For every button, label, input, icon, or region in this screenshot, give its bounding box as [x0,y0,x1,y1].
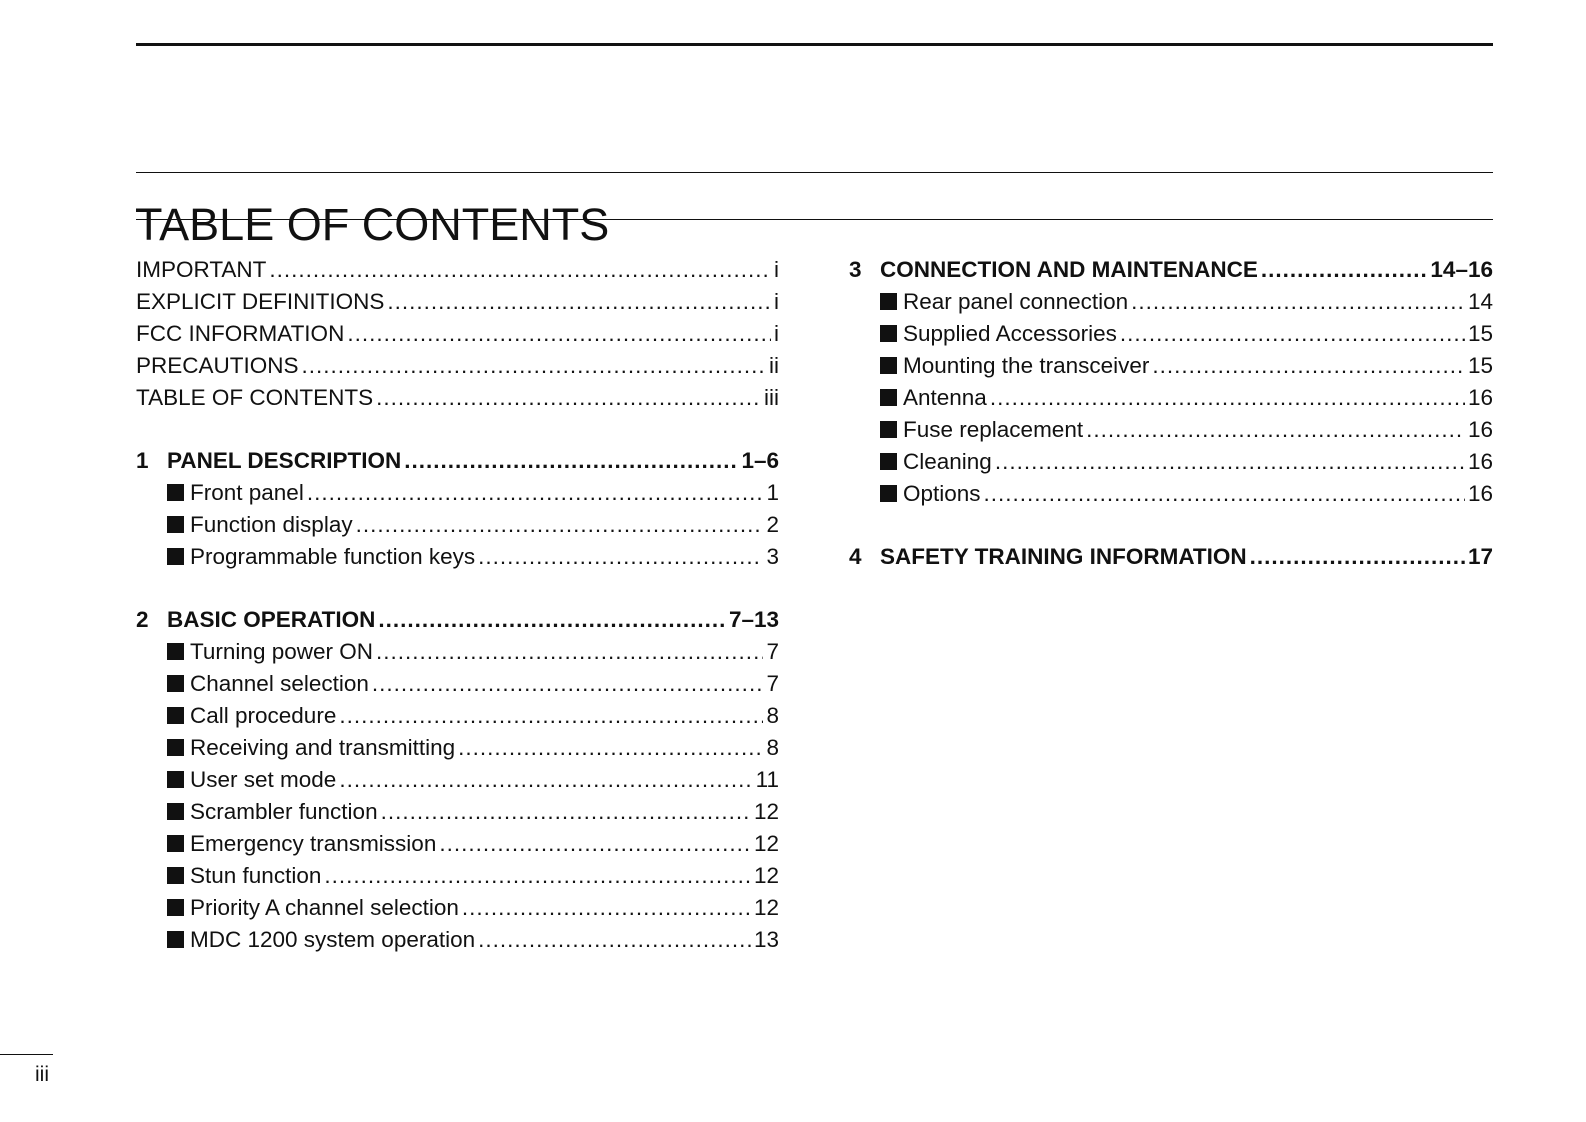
toc-item-page: 15 [1467,321,1493,346]
toc-item-page: 7 [766,671,779,696]
section-number: 2 [136,607,149,632]
toc-item-label: Cleaning [903,449,992,474]
toc-item-page: 3 [766,544,779,569]
toc-item-page: 8 [766,703,779,728]
dot-leader [462,892,751,924]
toc-item-label: Receiving and transmitting [190,735,456,760]
toc-section-basic-operation[interactable] [136,604,779,636]
toc-entry-table-of-contents[interactable] [136,382,779,414]
toc-item-page: 16 [1467,449,1493,474]
toc-item-label: Rear panel connection [903,289,1129,314]
toc-item-label: User set mode [190,767,337,792]
toc-item-label: Scrambler function [190,799,378,824]
square-bullet-icon [880,293,897,310]
toc-item-function-display[interactable] [136,509,779,541]
square-bullet-icon [167,931,184,948]
toc-section-panel-description[interactable] [136,445,779,477]
square-bullet-icon [880,389,897,406]
toc-item-page: 7 [766,639,779,664]
toc-item-page: 14 [1467,289,1493,314]
toc-item-page: 12 [753,831,779,856]
toc-item-page: 16 [1467,481,1493,506]
spacer [136,414,779,445]
toc-entry-explicit-definitions[interactable] [136,286,779,318]
toc-item-label: Call procedure [190,703,337,728]
toc-item-page: 12 [753,895,779,920]
toc-item-scrambler-function[interactable] [136,796,779,828]
toc-entry-page: ii [769,353,779,378]
toc-item-label: Options [903,481,981,506]
toc-entry-label: EXPLICIT DEFINITIONS [136,289,385,314]
square-bullet-icon [880,325,897,342]
spacer [136,573,779,604]
toc-item-label: Channel selection [190,671,369,696]
section-title: SAFETY TRAINING INFORMATION [880,544,1247,569]
toc-entry-label: FCC INFORMATION [136,321,345,346]
toc-left-column [136,254,779,956]
toc-item-channel-selection[interactable] [136,668,779,700]
toc-entry-page: i [774,321,779,346]
toc-entry-page: iii [764,385,779,410]
toc-item-page: 1 [766,480,779,505]
dot-leader [1261,254,1428,286]
toc-item-label: Priority A channel selection [190,895,459,920]
toc-item-mounting-the-transceiver[interactable] [849,350,1493,382]
square-bullet-icon [167,835,184,852]
dot-leader [376,636,763,668]
toc-item-user-set-mode[interactable] [136,764,779,796]
toc-item-page: 11 [755,767,779,792]
toc-item-label: Mounting the transceiver [903,353,1150,378]
square-bullet-icon [880,485,897,502]
square-bullet-icon [167,484,184,501]
dot-leader [478,541,763,573]
square-bullet-icon [880,453,897,470]
section-number: 3 [849,257,862,282]
dot-leader [1250,541,1465,573]
dot-leader [324,860,751,892]
toc-entry-label: IMPORTANT [136,257,267,282]
toc-item-label: Antenna [903,385,987,410]
toc-item-rear-panel-connection[interactable] [849,286,1493,318]
dot-leader [372,668,764,700]
dot-leader [478,924,751,956]
toc-item-label: Programmable function keys [190,544,476,569]
toc-item-fuse-replacement[interactable] [849,414,1493,446]
header-rule [136,43,1493,46]
title-rule-top [136,172,1493,173]
square-bullet-icon [880,421,897,438]
square-bullet-icon [880,357,897,374]
toc-item-label: Function display [190,512,353,537]
toc-item-cleaning[interactable] [849,446,1493,478]
toc-entry-important[interactable] [136,254,779,286]
toc-item-label: MDC 1200 system operation [190,927,476,952]
dot-leader [356,509,764,541]
toc-entry-page: i [774,257,779,282]
dot-leader [339,700,763,732]
toc-item-label: Stun function [190,863,322,888]
section-number: 4 [849,544,862,569]
toc-item-page: 2 [766,512,779,537]
toc-item-stun-function[interactable] [136,860,779,892]
dot-leader [339,764,752,796]
square-bullet-icon [167,675,184,692]
dot-leader [404,445,738,477]
toc-section-safety-training-information[interactable] [849,541,1493,573]
toc-item-front-panel[interactable] [136,477,779,509]
section-number: 1 [136,448,149,473]
toc-item-options[interactable] [849,478,1493,510]
dot-leader [1152,350,1465,382]
square-bullet-icon [167,867,184,884]
section-title: CONNECTION AND MAINTENANCE [880,257,1258,282]
square-bullet-icon [167,899,184,916]
dot-leader [984,478,1465,510]
toc-entry-precautions[interactable] [136,350,779,382]
toc-right-column [849,254,1493,573]
toc-item-receiving-and-transmitting[interactable] [136,732,779,764]
dot-leader [381,796,751,828]
section-title: BASIC OPERATION [167,607,376,632]
page-title: TABLE OF CONTENTS [135,199,610,251]
spacer [849,510,1493,541]
dot-leader [990,382,1465,414]
toc-entry-label: PRECAUTIONS [136,353,299,378]
section-title: PANEL DESCRIPTION [167,448,402,473]
toc-item-priority-a-channel-selection[interactable] [136,892,779,924]
toc-item-label: Supplied Accessories [903,321,1117,346]
square-bullet-icon [167,516,184,533]
dot-leader [439,828,751,860]
toc-item-programmable-function-keys[interactable] [136,541,779,573]
section-pages: 1–6 [741,448,779,473]
toc-entry-page: i [774,289,779,314]
toc-item-page: 16 [1467,417,1493,442]
dot-leader [302,350,766,382]
square-bullet-icon [167,548,184,565]
toc-item-page: 8 [766,735,779,760]
dot-leader [995,446,1465,478]
dot-leader [1120,318,1465,350]
toc-section-connection-and-maintenance[interactable] [849,254,1493,286]
toc-item-page: 12 [753,863,779,888]
toc-item-page: 16 [1467,385,1493,410]
dot-leader [269,254,771,286]
dot-leader [1131,286,1465,318]
dot-leader [347,318,771,350]
toc-item-label: Turning power ON [190,639,373,664]
square-bullet-icon [167,707,184,724]
section-pages: 17 [1467,544,1493,569]
dot-leader [458,732,763,764]
toc-item-turning-power-on[interactable] [136,636,779,668]
square-bullet-icon [167,771,184,788]
toc-item-label: Emergency transmission [190,831,437,856]
square-bullet-icon [167,643,184,660]
toc-entry-label: TABLE OF CONTENTS [136,385,374,410]
dot-leader [1086,414,1465,446]
toc-item-label: Fuse replacement [903,417,1084,442]
toc-item-emergency-transmission[interactable] [136,828,779,860]
square-bullet-icon [167,803,184,820]
toc-item-page: 15 [1467,353,1493,378]
square-bullet-icon [167,739,184,756]
toc-item-page: 12 [753,799,779,824]
toc-item-call-procedure[interactable] [136,700,779,732]
dot-leader [378,604,726,636]
toc-item-label: Front panel [190,480,304,505]
section-pages: 14–16 [1430,257,1493,282]
toc-item-page: 13 [753,927,779,952]
toc-item-mdc-1200-system-operation[interactable] [136,924,779,956]
section-pages: 7–13 [728,607,779,632]
toc-entry-fcc-information[interactable] [136,318,779,350]
dot-leader [387,286,771,318]
dot-leader [376,382,761,414]
toc-item-antenna[interactable] [849,382,1493,414]
title-rule-bottom [136,219,1493,220]
toc-item-supplied-accessories[interactable] [849,318,1493,350]
dot-leader [307,477,764,509]
footer-rule [0,1054,53,1055]
page-number: iii [35,1063,49,1086]
